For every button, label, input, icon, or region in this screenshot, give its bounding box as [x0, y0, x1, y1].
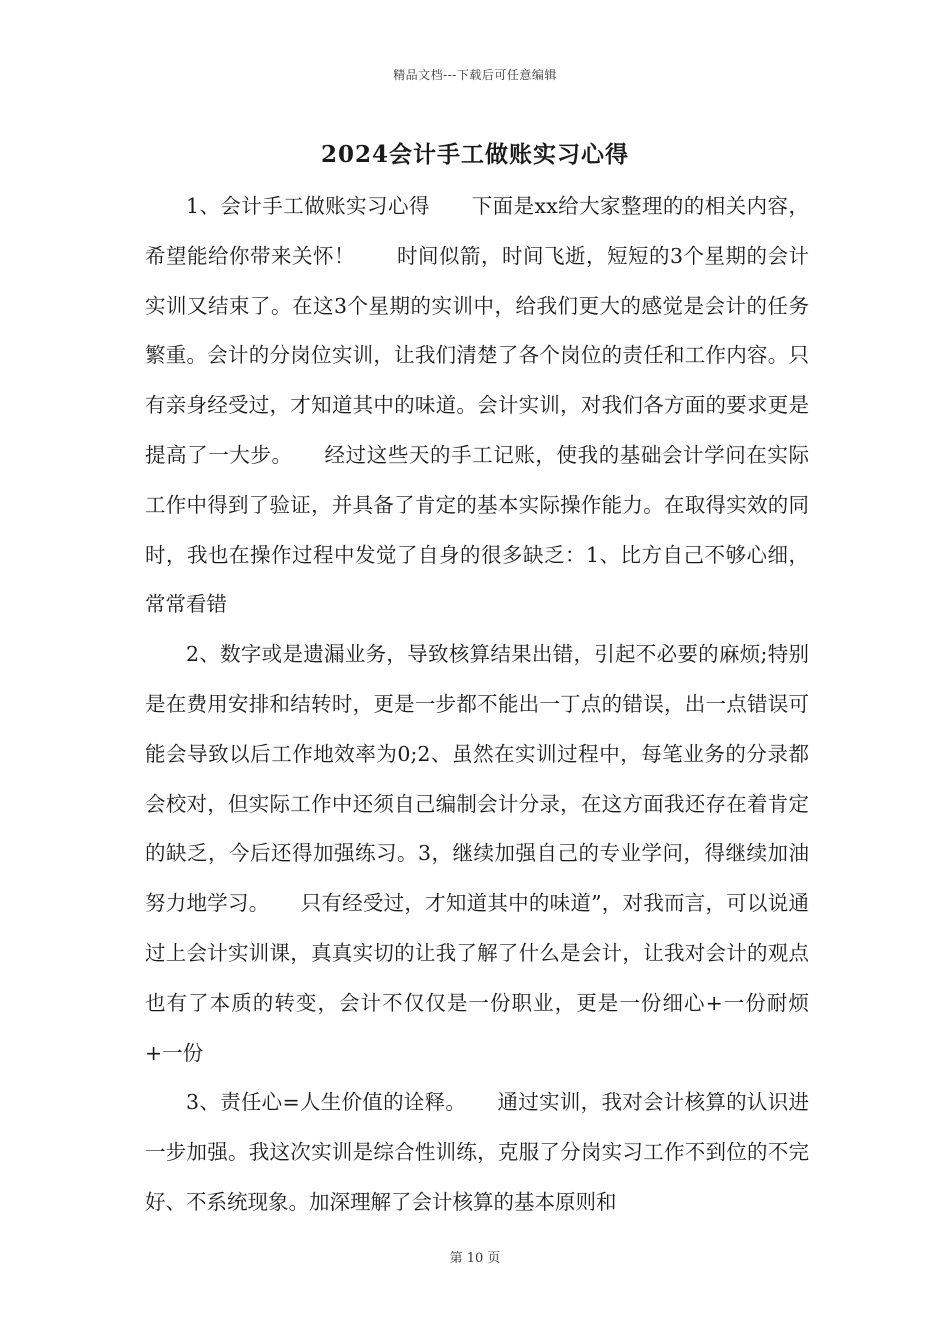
page-header: 精品文档---下载后可任意编辑 — [393, 68, 557, 82]
paragraph-2: 2、数字或是遗漏业务，导致核算结果出错，引起不必要的麻烦;特别是在费用安排和结转时，更是一步都不能出一丁点的错误，出一点错误可能会导致以后工作地效率为0;2、虽然在实训过程中，每笔业务的分录都会校对，但实际工作中还须自己编制会计分录，在这方面我还存在着肯定的缺乏，今后还得加强练习。3，继续加强自己的专业学问，得继续加油努力地学习。 只有经受过，才知道其中的味道”，对我而言，可以说通过上会计实训课，真真实切的让我了解了什么是会计，让我对会计的观点也有了本质的转变，会计不仅仅是一份职业，更是一份细心+一份耐烦+一份 — [145, 642, 809, 1065]
document-title: 2024会计手工做账实习心得 — [320, 141, 629, 168]
document-body — [145, 182, 809, 1228]
paragraph-3: 3、责任心=人生价值的诠释。 通过实训，我对会计核算的认识进一步加强。我这次实训是综合性训练，克服了分岗实习工作不到位的不完好、不系统现象。加深理解了会计核算的基本原则和 — [145, 1090, 809, 1214]
page-number: 第 10 页 — [449, 1251, 501, 1266]
paragraph-1: 1、会计手工做账实习心得 下面是xx给大家整理的的相关内容，希望能给你带来关怀！ 时间似箭，时间飞逝，短短的3个星期的会计实训又结束了。在这3个星期的实训中，给我们更大的感觉是会计的任务繁重。会计的分岗位实训，让我们清楚了各个岗位的责任和工作内容。只有亲身经受过，才知道其中的味道。会计实训，对我们各方面的要求更是提高了一大步。 经过这些天的手工记账，使我的基础会计学问在实际工作中得到了验证，并具备了肯定的基本实际操作能力。在取得实效的同时，我也在操作过程中发觉了自身的很多缺乏：1、比方自己不够心细，常常看错 — [145, 194, 809, 617]
